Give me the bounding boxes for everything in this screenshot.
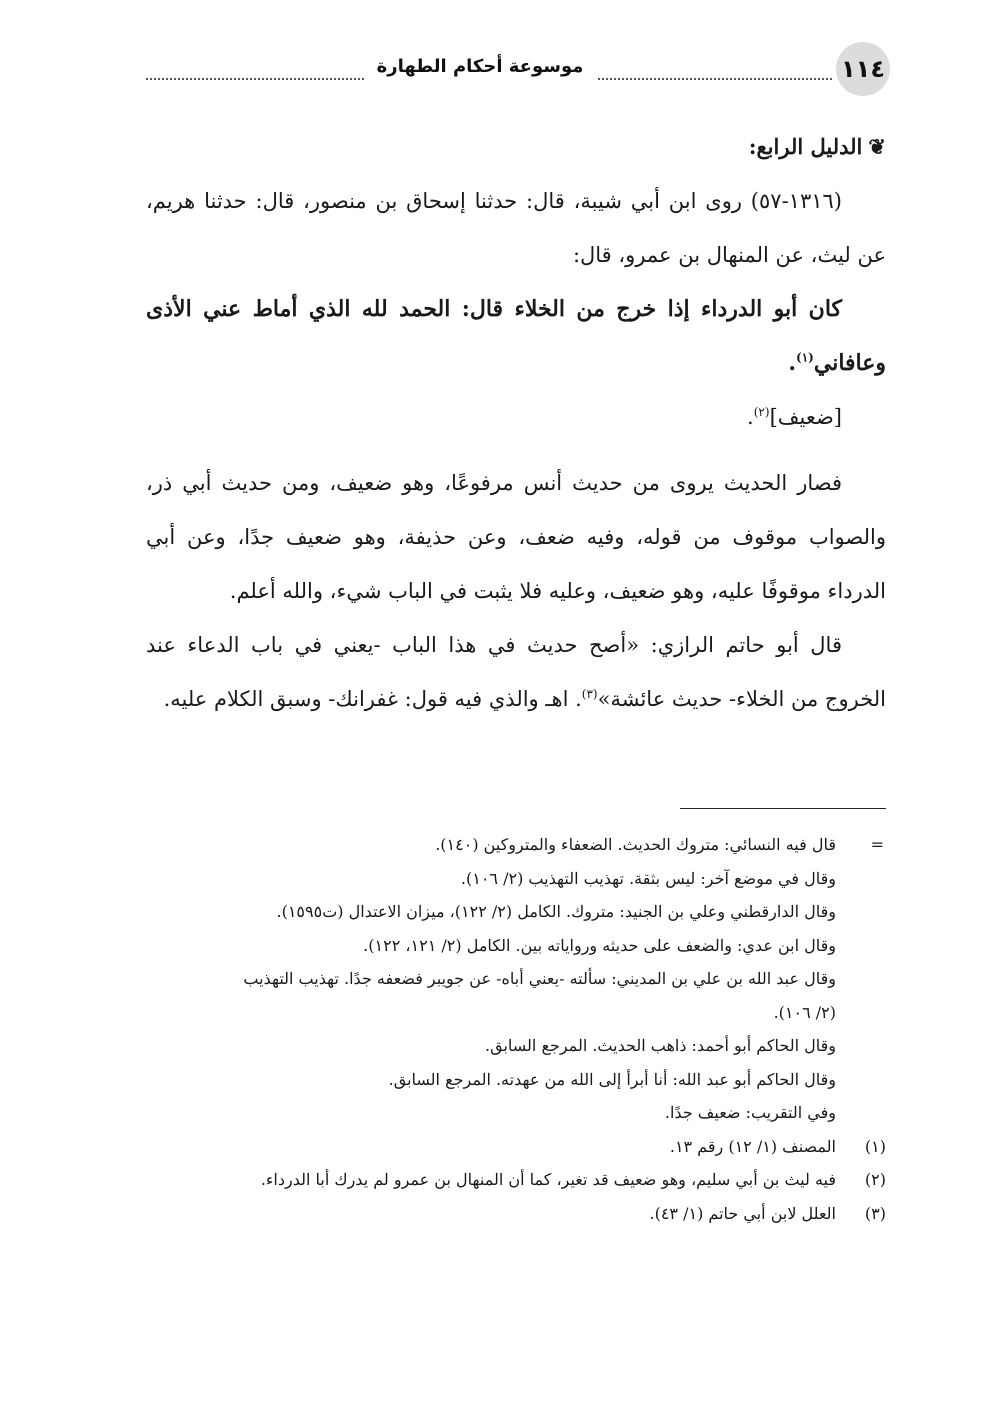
footnote-separator [680, 808, 886, 809]
footnote-text: فيه ليث بن أبي سليم، وهو ضعيف قد تغير، كما أن المنهال بن عمرو لم يدرك أبا الدرداء. [260, 1170, 836, 1189]
abu-hatim-paragraph [146, 618, 886, 726]
grade-end: . [747, 405, 754, 429]
section-heading [146, 120, 886, 174]
footnote-continued-line: وقال عبد الله بن علي بن المديني: سألته -يعني أباه- عن جويبر فضعفه جدًا. تهذيب التهذيب [243, 969, 836, 988]
continuation-mark: = [870, 835, 884, 854]
footnotes [146, 828, 886, 1230]
heading-text: الدليل الرابع: [748, 134, 863, 159]
main-text [146, 120, 886, 726]
footnote-continued-line: وقال الدارقطني وعلي بن الجنيد: متروك. الكامل (٢/ ١٢٢)، ميزان الاعتدال (ت١٥٩٥). [276, 902, 836, 921]
commentary-paragraph: فصار الحديث يروى من حديث أنس مرفوعًا، وهو ضعيف، ومن حديث أبي ذر، والصواب موقوف من قوله، وفيه ضعف، وعن حذيفة، وهو ضعيف جدًا، وعن أبي الدرداء موقوفًا عليه، وهو ضعيف، وعليه فلا يثبت في الباب شيء، والله أعلم. [146, 471, 886, 603]
footnote-continued-line: وقال في موضع آخر: ليس بثقة. تهذيب التهذيب (٢/ ١٠٦). [460, 868, 836, 888]
quote-tail: . اهـ والذي فيه قول: غفرانك- وسبق الكلام عليه. [163, 687, 582, 711]
footnote-ref-3: (٣) [581, 687, 598, 701]
footnote-continued-line: وفي التقريب: ضعيف جدًا. [664, 1103, 836, 1122]
page-header [146, 42, 890, 102]
grade-paragraph [146, 390, 886, 444]
header-dotted-line-right [598, 78, 832, 80]
ornament-icon: ❦ [868, 134, 886, 159]
hadith-text [146, 282, 886, 390]
footnote-continued-line: وقال ابن عدي: والضعف على حديثه ورواياته بين. الكامل (٢/ ١٢١، ١٢٢). [363, 935, 836, 955]
isnad-paragraph: (١٣١٦-٥٧) روى ابن أبي شيبة، قال: حدثنا إسحاق بن منصور، قال: حدثنا هريم، عن ليث، عن المنهال بن عمرو، قال: [146, 189, 886, 267]
quote-text: قال أبو حاتم الرازي: «أصح حديث في هذا الباب -يعني في باب الدعاء عند الخروج من الخلاء- حديث عائشة» [146, 633, 886, 711]
footnote-continued-line: وقال الحاكم أبو عبد الله: أنا أبرأ إلى الله من عهدته. المرجع السابق. [388, 1069, 836, 1089]
footnote-continued-line: وقال الحاكم أبو أحمد: ذاهب الحديث. المرجع السابق. [485, 1036, 836, 1055]
book-title: موسوعة أحكام الطهارة [376, 56, 584, 77]
footnote-item [146, 1197, 886, 1231]
footnote-continued-line: = قال فيه النسائي: متروك الحديث. الضعفاء والمتروكين (١٤٠). [146, 828, 886, 862]
footnote-number: (٣) [864, 1203, 886, 1223]
grade-text: [ضعيف] [769, 405, 842, 429]
footnote-ref-2: (٢) [753, 405, 770, 419]
footnote-text: العلل لابن أبي حاتم (١/ ٤٣). [649, 1203, 836, 1223]
footnote-text: المصنف (١/ ١٢) رقم ١٣. [669, 1136, 836, 1156]
page-number: ١١٤ [836, 42, 890, 96]
footnote-item [146, 1163, 886, 1197]
footnote-number: (١) [864, 1136, 886, 1156]
footnote-number: (٢) [864, 1170, 886, 1189]
hadith-end: . [788, 350, 797, 376]
footnote-item [146, 1130, 886, 1164]
footnote-ref-1: (١) [796, 350, 814, 365]
header-dotted-line-left [146, 78, 364, 80]
footnote-continued-line: (٢/ ١٠٦). [773, 1002, 836, 1022]
hadith-body: كان أبو الدرداء إذا خرج من الخلاء قال: الحمد لله الذي أماط عني الأذى وعافاني [146, 296, 886, 376]
